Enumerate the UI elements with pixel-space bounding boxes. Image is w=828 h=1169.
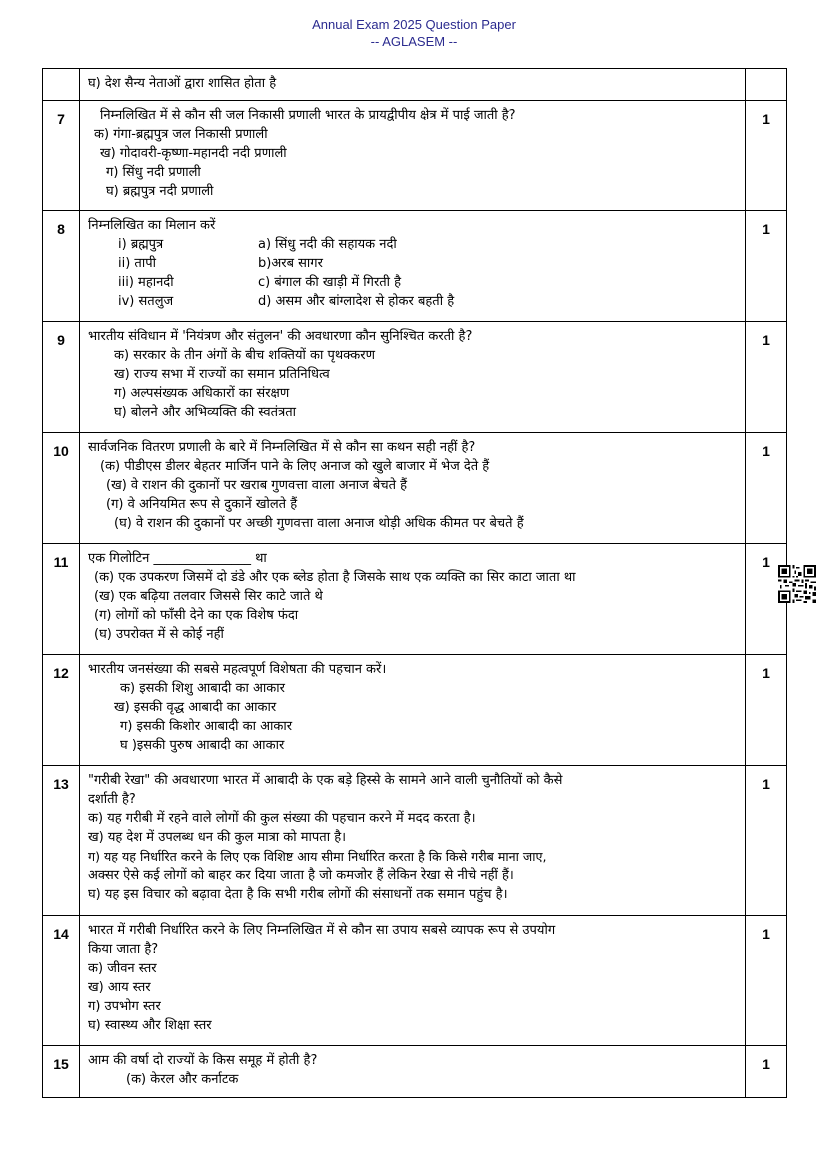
match-right-item: b)अरब सागर: [258, 256, 323, 271]
option-line: (घ) वे राशन की दुकानों पर अच्छी गुणवत्ता वाला अनाज थोड़ी अधिक कीमत पर बेचते हैं: [114, 516, 524, 531]
question-text: आम की वर्षा दो राज्यों के किस समूह में होती है?: [88, 1053, 318, 1068]
option-line: (क) केरल और कर्नाटक: [126, 1072, 239, 1087]
option-line: ग) उपभोग स्तर: [88, 999, 161, 1014]
option-line: (ख) एक बढ़िया तलवार जिससे सिर काटे जाते थे: [94, 589, 323, 604]
question-text: निम्नलिखित का मिलान करें: [88, 218, 216, 233]
question-table: [42, 68, 787, 1098]
question-number: 10: [43, 433, 80, 544]
question-marks: 1: [746, 101, 787, 211]
question-marks: 1: [746, 1046, 787, 1098]
option-line: ग) अल्पसंख्यक अधिकारों का संरक्षण: [114, 386, 290, 401]
question-marks: 1: [746, 766, 787, 916]
question-text: एक गिलोटिन _______________ था: [88, 551, 267, 566]
question-text: किया जाता है?: [88, 942, 159, 957]
option-line: घ) ब्रह्मपुत्र नदी प्रणाली: [106, 184, 214, 199]
option-line: ग) यह यह निर्धारित करने के लिए एक विशिष्ट आय सीमा निर्धारित करता है कि किसे गरीब माना जाए,: [88, 849, 547, 864]
option-line: ग) सिंधु नदी प्रणाली: [106, 165, 201, 180]
header-title: Annual Exam 2025 Question Paper: [312, 17, 516, 32]
option-line: ख) गोदावरी-कृष्णा-महानदी नदी प्रणाली: [100, 146, 287, 161]
option-line: क) गंगा-ब्रह्मपुत्र जल निकासी प्रणाली: [94, 127, 268, 142]
question-row-11: [43, 544, 787, 655]
question-row-10: [43, 433, 787, 544]
question-text: भारतीय संविधान में 'नियंत्रण और संतुलन' की अवधारणा कौन सुनिश्चित करती है?: [88, 329, 473, 344]
match-left-item: iv) सतलुज: [118, 294, 174, 309]
option-line: (ग) लोगों को फाँसी देने का एक विशेष फंदा: [94, 608, 299, 623]
question-number: 8: [43, 211, 80, 322]
question-text: निम्नलिखित में से कौन सी जल निकासी प्रणाली भारत के प्रायद्वीपीय क्षेत्र में पाई जाती है?: [100, 108, 516, 123]
qr-code-icon[interactable]: [778, 565, 816, 603]
option-line: (ख) वे राशन की दुकानों पर खराब गुणवत्ता वाला अनाज बेचते हैं: [106, 478, 408, 493]
option-line: ख) आय स्तर: [88, 980, 151, 995]
option-line: (क) एक उपकरण जिसमें दो डंडे और एक ब्लेड होता है जिसके साथ एक व्यक्ति का सिर काटा जाता था: [94, 570, 576, 585]
match-left-item: ii) तापी: [118, 256, 156, 271]
table-row: [43, 69, 787, 101]
question-marks: 1: [746, 655, 787, 766]
question-text: दर्शाती है?: [88, 792, 136, 807]
question-number: 13: [43, 766, 80, 916]
question-number: 9: [43, 322, 80, 433]
match-right-item: c) बंगाल की खाड़ी में गिरती है: [258, 275, 402, 290]
question-number: 12: [43, 655, 80, 766]
question-text: सार्वजनिक वितरण प्रणाली के बारे में निम्नलिखित में से कौन सा कथन सही नहीं है?: [88, 440, 476, 455]
option-line: घ) बोलने और अभिव्यक्ति की स्वतंत्रता: [114, 405, 297, 420]
question-row-13: [43, 766, 787, 916]
option-line: ख) इसकी वृद्ध आबादी का आकार: [114, 700, 277, 715]
option-line: ख) राज्य सभा में राज्यों का समान प्रतिनिधित्व: [114, 367, 330, 382]
option-line: घ) स्वास्थ्य और शिक्षा स्तर: [88, 1018, 212, 1033]
option-line: घ )इसकी पुरुष आबादी का आकार: [120, 738, 285, 753]
option-line: घ) यह इस विचार को बढ़ावा देता है कि सभी गरीब लोगों की संसाधनों तक समान पहुंच है।: [88, 887, 508, 902]
option-line: क) जीवन स्तर: [88, 961, 157, 976]
match-right-item: a) सिंधु नदी की सहायक नदी: [258, 237, 397, 252]
question-row-15: [43, 1046, 787, 1098]
question-number: 7: [43, 101, 80, 211]
option-line: क) इसकी शिशु आबादी का आकार: [120, 681, 285, 696]
question-marks: 1: [746, 322, 787, 433]
option-line: क) सरकार के तीन अंगों के बीच शक्तियों का पृथक्करण: [114, 348, 375, 363]
option-line: घ) देश सैन्य नेताओं द्वारा शासित होता है: [88, 76, 277, 91]
header-source: -- AGLASEM --: [370, 34, 458, 49]
option-line: क) यह गरीबी में रहने वाले लोगों की कुल संख्या की पहचान करने में मदद करता है।: [88, 811, 476, 826]
question-text: भारत में गरीबी निर्धारित करने के लिए निम्नलिखित में से कौन सा उपाय सबसे व्यापक रूप से उपयोग: [88, 923, 556, 938]
question-marks: 1: [746, 433, 787, 544]
question-row-9: [43, 322, 787, 433]
question-number: 15: [43, 1046, 80, 1098]
option-line: (घ) उपरोक्त में से कोई नहीं: [94, 627, 224, 642]
question-number: 14: [43, 916, 80, 1046]
match-right-item: d) असम और बांग्लादेश से होकर बहती है: [258, 294, 455, 309]
question-marks: 1: [746, 916, 787, 1046]
option-line: ख) यह देश में उपलब्ध धन की कुल मात्रा को मापता है।: [88, 830, 347, 845]
question-number: 11: [43, 544, 80, 655]
question-text: "गरीबी रेखा" की अवधारणा भारत में आबादी के एक बड़े हिस्से के सामने आने वाली चुनौतियों को कैसे: [88, 773, 563, 788]
match-left-item: i) ब्रह्मपुत्र: [118, 237, 164, 252]
question-row-14: [43, 916, 787, 1046]
question-row-12: [43, 655, 787, 766]
question-row-8: [43, 211, 787, 322]
question-text: भारतीय जनसंख्या की सबसे महत्वपूर्ण विशेषता की पहचान करें।: [88, 662, 387, 677]
question-marks: 1: [746, 544, 787, 655]
option-line: ग) इसकी किशोर आबादी का आकार: [120, 719, 293, 734]
question-marks: 1: [746, 211, 787, 322]
question-row-7: [43, 101, 787, 211]
match-left-item: iii) महानदी: [118, 275, 174, 290]
option-line: (ग) वे अनियमित रूप से दुकानें खोलते हैं: [106, 497, 298, 512]
option-line: अक्सर ऐसे कई लोगों को बाहर कर दिया जाता है जो कमजोर हैं लेकिन रेखा से नीचे नहीं हैं।: [88, 868, 514, 883]
option-line: (क) पीडीएस डीलर बेहतर मार्जिन पाने के लिए अनाज को खुले बाजार में भेज देते हैं: [100, 459, 490, 474]
